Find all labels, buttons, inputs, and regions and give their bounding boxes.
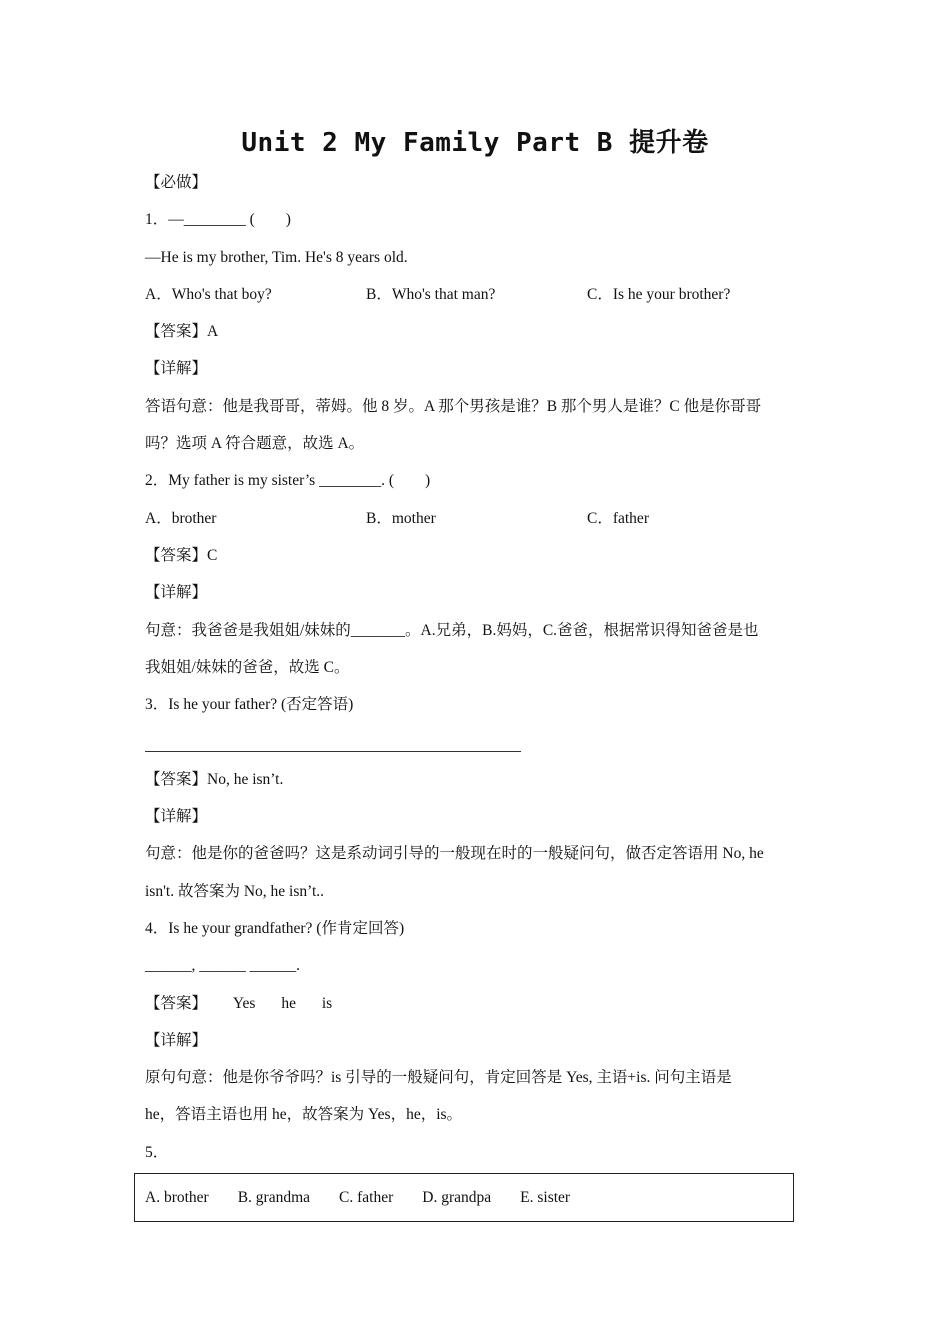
q5-word-box bbox=[134, 1173, 794, 1222]
q4-detail-label: 【详解】 bbox=[145, 1031, 208, 1049]
q5-word-c: C. father bbox=[339, 1188, 394, 1206]
q1-option-b: B．Who's that man? bbox=[366, 285, 496, 303]
q2-detail-label: 【详解】 bbox=[145, 584, 208, 602]
q5-word-b: B. grandma bbox=[237, 1188, 311, 1206]
q1-detail-label: 【详解】 bbox=[145, 360, 208, 378]
q4-answer-word-3: is bbox=[321, 994, 333, 1012]
q4-prompt: 4．Is he your grandfather? (作肯定回答) bbox=[145, 919, 405, 937]
q4-answer bbox=[145, 989, 810, 1026]
q2-option-c: C．father bbox=[587, 509, 649, 527]
section-label: 【必做】 bbox=[145, 174, 208, 191]
q1-explanation-line-2: 吗？选项 A 符合题意，故选 A。 bbox=[145, 435, 365, 453]
q2-explanation-line-1: 句意：我爸爸是我姐姐/妹妹的_______。A.兄弟，B.妈妈，C.爸爸，根据常识得知爸爸是也 bbox=[145, 621, 759, 639]
q5-word-d: D. grandpa bbox=[422, 1188, 492, 1206]
q2-answer: 【答案】C bbox=[145, 546, 218, 564]
q5-word-a: A. brother bbox=[145, 1188, 209, 1206]
q1-options bbox=[145, 280, 810, 317]
q5-word-e: E. sister bbox=[520, 1188, 571, 1206]
q4-explanation-line-2: he，答语主语也用 he，故答案为 Yes，he，is。 bbox=[145, 1106, 463, 1124]
q3-answer: 【答案】No, he isn’t. bbox=[145, 770, 284, 788]
question-content bbox=[145, 168, 810, 1175]
q1-option-c: C．Is he your brother? bbox=[587, 285, 731, 303]
q4-explanation-line-1: 原句句意：他是你爷爷吗？is 引导的一般疑问句，肯定回答是 Yes, 主语+is. 问句主语是 bbox=[145, 1069, 732, 1087]
q3-explanation-line-1: 句意：他是你的爸爸吗？这是系动词引导的一般现在时的一般疑问句，做否定答语用 No, he bbox=[145, 845, 764, 863]
q2-option-b: B．mother bbox=[366, 509, 436, 527]
page-title: Unit 2 My Family Part B 提升卷 bbox=[241, 128, 709, 158]
q2-options bbox=[145, 504, 810, 541]
q2-prompt: 2．My father is my sister’s ________. ( ) bbox=[145, 472, 431, 490]
q3-explanation-line-2: isn't. 故答案为 No, he isn’t.. bbox=[145, 882, 325, 900]
q1-option-a: A．Who's that boy? bbox=[145, 285, 272, 303]
q3-prompt: 3．Is he your father? (否定答语) bbox=[145, 696, 354, 714]
q4-blanks: ______, ______ ______. bbox=[145, 957, 300, 975]
q4-answer-word-2: he bbox=[281, 994, 296, 1012]
q2-option-a: A．brother bbox=[145, 509, 217, 527]
q3-detail-label: 【详解】 bbox=[145, 808, 208, 826]
q4-answer-label: 【答案】 bbox=[145, 994, 208, 1012]
q1-dialog: —He is my brother, Tim. He's 8 years old. bbox=[145, 248, 408, 266]
q3-answer-blank bbox=[145, 727, 810, 764]
q5-prompt: 5． bbox=[145, 1143, 169, 1161]
q1-prompt: 1．—________ ( ) bbox=[145, 211, 291, 229]
q4-answer-word-1: Yes bbox=[232, 994, 256, 1012]
q1-explanation-line-1: 答语句意：他是我哥哥，蒂姆。他 8 岁。A 那个男孩是谁？B 那个男人是谁？C 他是你哥哥 bbox=[145, 397, 762, 415]
q1-answer: 【答案】A bbox=[145, 323, 219, 341]
q2-explanation-line-2: 我姐姐/妹妹的爸爸，故选 C。 bbox=[145, 658, 350, 676]
